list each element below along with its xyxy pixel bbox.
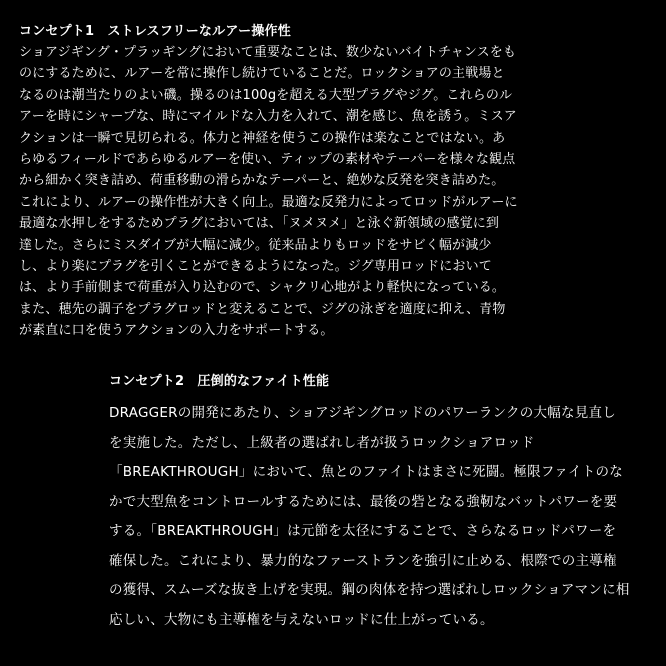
concept-1-heading: コンセプト1 ストレスフリーなルアー操作性: [19, 24, 291, 39]
body-line: また、穂先の調子をプラグロッドと変えることで、ジグの泳ぎを適度に抑え、青物: [19, 301, 506, 317]
body-line: する。「BREAKTHROUGH」は元節を太径にすることで、さらなるロッドパワーを: [109, 523, 617, 539]
body-line: 最適な水押しをするためプラグにおいては、「ヌメヌメ」と泳ぐ新領域の感覚に到: [19, 216, 500, 232]
concept-1-section: [19, 21, 659, 342]
concept-2-section: [109, 371, 659, 635]
concept-2-body: [109, 399, 659, 635]
body-line: は、より手前側まで荷重が入り込むので、シャクリ心地がより軽快になっている。: [19, 280, 506, 296]
body-line: のにするために、ルアーを常に操作し続けていることだ。ロックショアの主戦場と: [19, 66, 505, 82]
body-line: かで大型魚をコントロールするためには、最後の砦となる強靭なバットパワーを要: [109, 493, 618, 510]
body-line: が素直に口を使うアクションの入力をサポートする。: [19, 323, 334, 339]
body-line: 応しい、大物にも主導権を与えないロッドに仕上がっている。: [109, 611, 494, 628]
body-line: なるのは潮当たりのよい磯。操るのは100gを超える大型プラグやジグ。これらのル: [19, 87, 513, 103]
body-line: クションは一瞬で見切られる。体力と神経を使うこの操作は楽なことではない。あ: [19, 130, 506, 146]
body-line: 「BREAKTHROUGH」において、魚とのファイトはまさに死闘。極限ファイトのな: [109, 464, 624, 480]
body-line: これにより、ルアーの操作性が大きく向上。最適な反発力によってロッドがルアーに: [19, 194, 518, 210]
body-line: アーを時にシャープな、時にマイルドな入力を入れて、潮を感じ、魚を誘う。ミスア: [19, 109, 517, 125]
body-line: を実施した。ただし、上級者の選ばれし者が扱うロックショアロッド: [109, 434, 535, 451]
body-line: 確保した。これにより、暴力的なファーストランを強引に止める、根際での主導権: [109, 552, 617, 569]
body-line: DRAGGERの開発にあたり、ショアジギングロッドのパワーランクの大幅な見直し: [109, 405, 617, 421]
body-line: らゆるフィールドであらゆるルアーを使い、ティップの素材やテーパーを様々な観点: [19, 152, 516, 168]
concept-1-body: [19, 42, 659, 342]
body-line: の獲得、スムーズな抜き上げを実現。鋼の肉体を持つ選ばれしロックショアマンに相: [109, 582, 630, 598]
body-line: から細かく突き詰め、荷重移動の滑らかなテーパーと、絶妙な反発を突き詰めた。: [19, 173, 505, 189]
body-line: し、より楽にプラグを引くことができるようになった。ジグ専用ロッドにおいて: [19, 259, 492, 275]
body-line: 達した。さらにミスダイブが大幅に減少。従来品よりもロッドをサビく幅が減少: [19, 237, 492, 253]
concept-2-heading: コンセプト2 圧倒的なファイト性能: [109, 374, 330, 389]
body-line: ショアジギング・プラッギングにおいて重要なことは、数少ないバイトチャンスをも: [19, 45, 517, 60]
